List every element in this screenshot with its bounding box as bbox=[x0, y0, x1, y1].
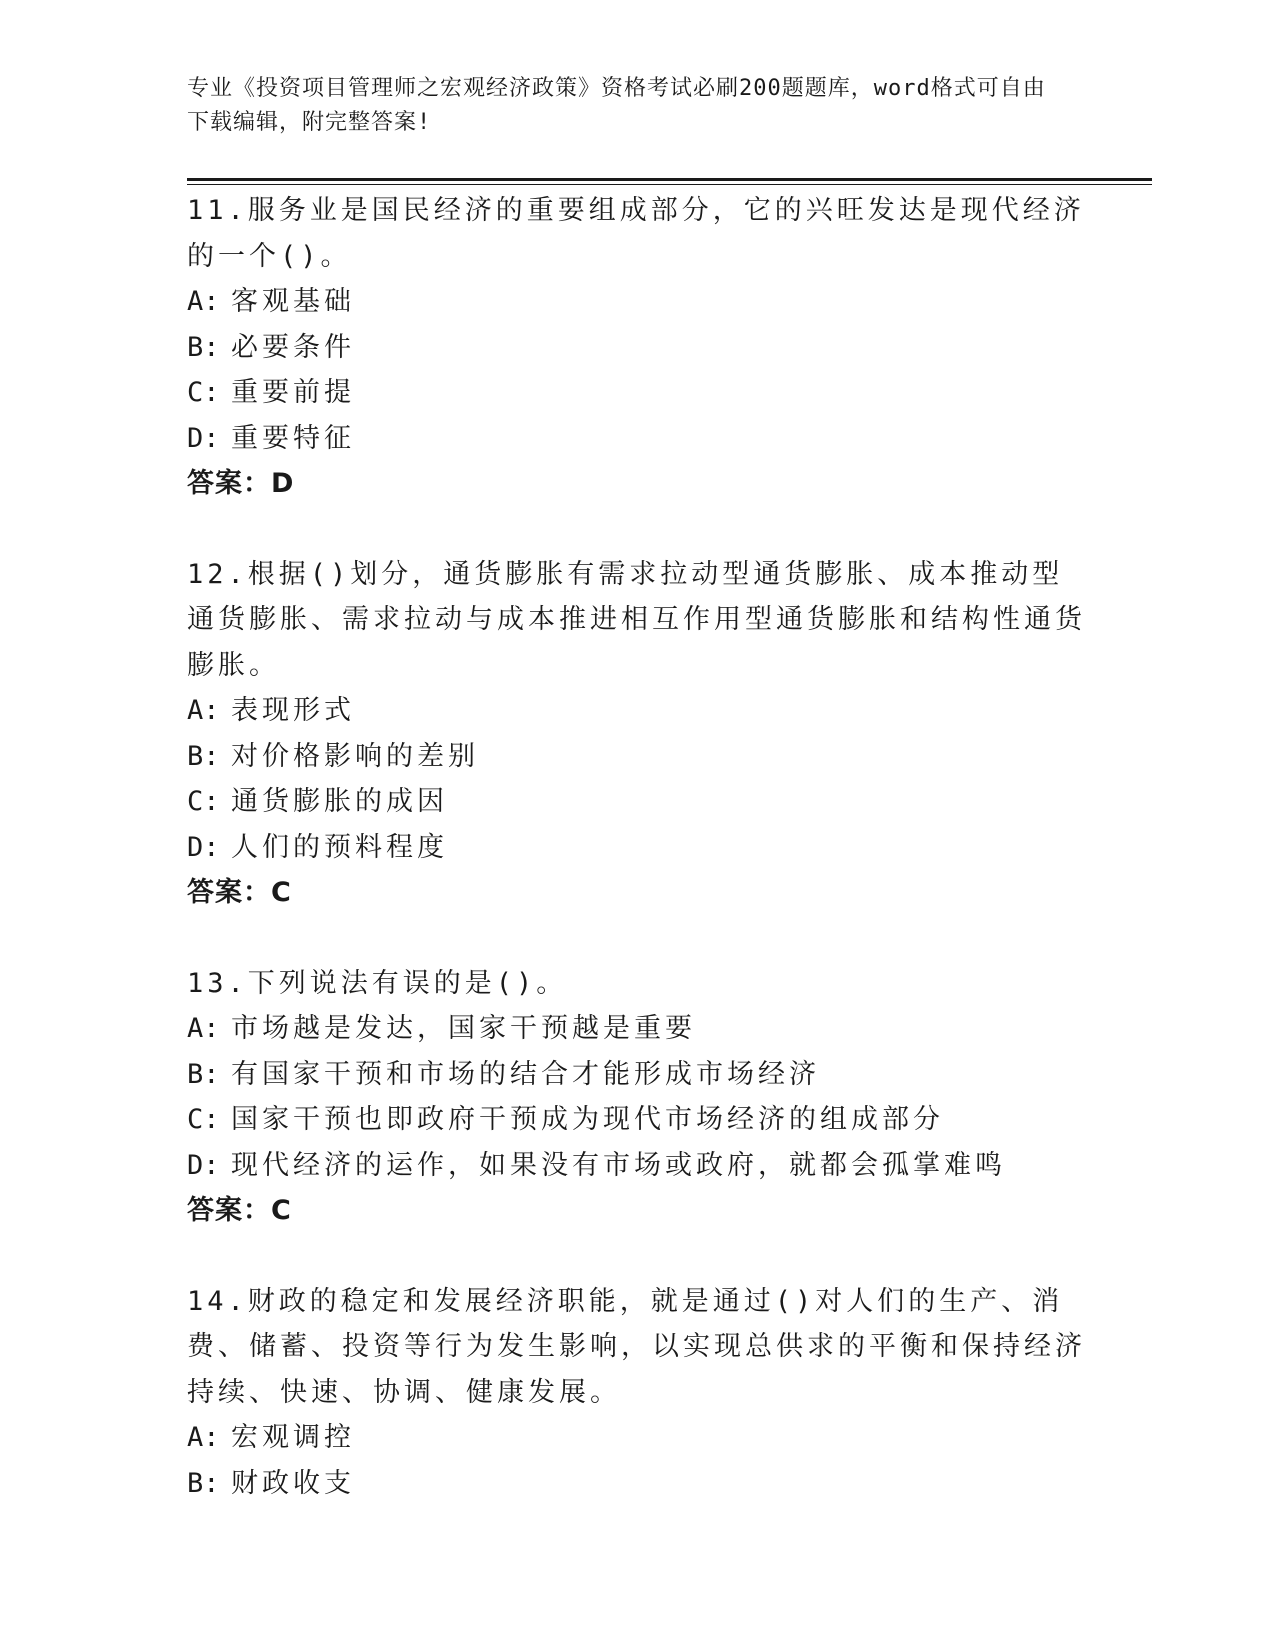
answer-value: C bbox=[271, 1195, 292, 1226]
question-spacer bbox=[187, 1234, 1087, 1279]
question-spacer bbox=[187, 916, 1087, 961]
option-key: B: bbox=[187, 740, 220, 772]
option-key: A: bbox=[187, 1013, 220, 1044]
answer-line bbox=[187, 870, 1087, 916]
question-11 bbox=[187, 188, 1087, 507]
option-key: A: bbox=[187, 286, 220, 317]
option-text: 表现形式 bbox=[231, 695, 355, 726]
question-13 bbox=[187, 961, 1087, 1234]
question-12 bbox=[187, 552, 1087, 916]
option-a bbox=[187, 688, 1087, 734]
option-a bbox=[187, 279, 1087, 325]
option-key: D: bbox=[187, 422, 220, 454]
header-divider-thin bbox=[187, 184, 1152, 185]
question-spacer bbox=[187, 507, 1087, 552]
option-b bbox=[187, 325, 1087, 371]
option-a bbox=[187, 1006, 1087, 1052]
option-text: 市场越是发达，国家干预越是重要 bbox=[231, 1013, 696, 1044]
question-list bbox=[187, 188, 1087, 1506]
option-d bbox=[187, 416, 1087, 462]
answer-label: 答案： bbox=[187, 877, 271, 908]
option-key: C: bbox=[187, 377, 220, 408]
option-d bbox=[187, 825, 1087, 871]
option-b bbox=[187, 734, 1087, 780]
option-text: 客观基础 bbox=[231, 286, 355, 317]
option-key: C: bbox=[187, 786, 220, 817]
option-b bbox=[187, 1052, 1087, 1098]
option-key: A: bbox=[187, 695, 220, 726]
question-stem: 12.根据()划分，通货膨胀有需求拉动型通货膨胀、成本推动型通货膨胀、需求拉动与成本推进相互作用型通货膨胀和结构性通货膨胀。 bbox=[187, 558, 1086, 681]
option-text: 宏观调控 bbox=[231, 1422, 355, 1453]
option-c bbox=[187, 370, 1087, 416]
answer-line bbox=[187, 461, 1087, 507]
header-divider-thick bbox=[187, 178, 1152, 181]
option-text: 有国家干预和市场的结合才能形成市场经济 bbox=[231, 1058, 820, 1090]
option-key: D: bbox=[187, 831, 220, 863]
document-header bbox=[187, 72, 1067, 140]
question-stem: 14.财政的稳定和发展经济职能，就是通过()对人们的生产、消费、储蓄、投资等行为发生影响，以实现总供求的平衡和保持经济持续、快速、协调、健康发展。 bbox=[187, 1285, 1086, 1408]
header-intro-text: 专业《投资项目管理师之宏观经济政策》资格考试必刷200题题库，word格式可自由下载编辑，附完整答案! bbox=[187, 76, 1046, 135]
option-a bbox=[187, 1415, 1087, 1461]
option-key: D: bbox=[187, 1149, 220, 1181]
option-key: B: bbox=[187, 1058, 220, 1090]
option-text: 现代经济的运作，如果没有市场或政府，就都会孤掌难鸣 bbox=[231, 1149, 1006, 1181]
option-text: 财政收支 bbox=[231, 1467, 355, 1499]
answer-line bbox=[187, 1188, 1087, 1234]
option-text: 人们的预料程度 bbox=[231, 831, 448, 863]
option-text: 对价格影响的差别 bbox=[231, 740, 479, 772]
option-key: B: bbox=[187, 1467, 220, 1499]
question-stem: 11.服务业是国民经济的重要组成部分，它的兴旺发达是现代经济的一个()。 bbox=[187, 195, 1085, 272]
option-text: 国家干预也即政府干预成为现代市场经济的组成部分 bbox=[231, 1104, 944, 1135]
option-key: A: bbox=[187, 1422, 220, 1453]
option-text: 通货膨胀的成因 bbox=[231, 786, 448, 817]
option-text: 重要前提 bbox=[231, 377, 355, 408]
question-stem: 13.下列说法有误的是()。 bbox=[187, 967, 568, 999]
option-key: B: bbox=[187, 331, 220, 363]
option-d bbox=[187, 1143, 1087, 1189]
option-c bbox=[187, 1097, 1087, 1143]
answer-label: 答案： bbox=[187, 1195, 271, 1226]
option-key: C: bbox=[187, 1104, 220, 1135]
option-c bbox=[187, 779, 1087, 825]
answer-label: 答案： bbox=[187, 468, 271, 499]
option-b bbox=[187, 1461, 1087, 1507]
question-14 bbox=[187, 1279, 1087, 1507]
answer-value: C bbox=[271, 877, 292, 908]
answer-value: D bbox=[271, 468, 295, 499]
option-text: 必要条件 bbox=[231, 331, 355, 363]
option-text: 重要特征 bbox=[231, 422, 355, 454]
